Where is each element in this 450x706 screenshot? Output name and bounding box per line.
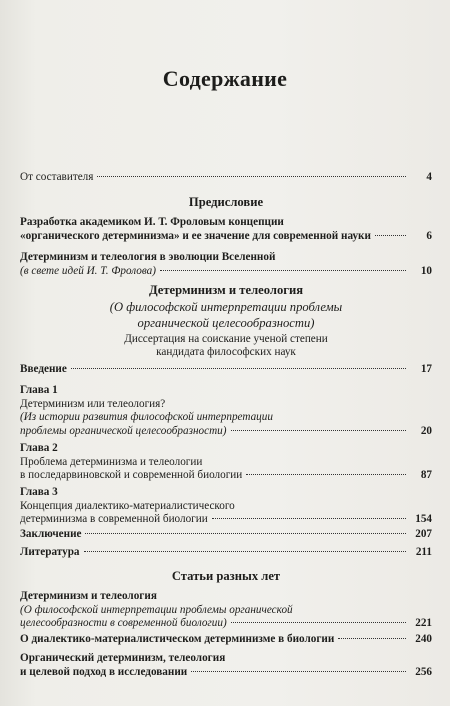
page-number: 211 (415, 546, 432, 558)
toc-entry-chapter-2: Глава 2 Проблема детерминизма и телеологии в последарвиновской и современной биологии 87 (20, 442, 432, 482)
leader-dots (212, 518, 406, 519)
page-number: 256 (415, 665, 432, 678)
leader-dots (71, 368, 406, 369)
page-number: 154 (415, 513, 432, 526)
page-number: 17 (420, 363, 432, 375)
dissertation-note-1: Диссертация на соискание ученой степени (124, 333, 328, 345)
page-number: 221 (415, 617, 432, 630)
toc-entry-literature: Литература 211 (20, 546, 432, 558)
leader-dots (231, 622, 406, 623)
toc-entry-preface-1: Разработка академиком И. Т. Фроловым концепции «органического детерминизма» и ее значение для современной науки 6 (20, 216, 432, 242)
leader-dots (231, 430, 407, 431)
toc-entry-article-2: О диалектико-материалистическом детерминизме в биологии 240 (20, 633, 432, 645)
toc-entry-chapter-1: Глава 1 Детерминизм или телеология? (Из истории развития философской интерпретации проблемы органической целесообразности) 20 (20, 384, 432, 437)
section-header-preface: Предисловие (188, 195, 264, 209)
page-number: 207 (415, 528, 432, 540)
dissertation-subtitle-2: органической целесообразности) (137, 316, 315, 330)
leader-dots (375, 235, 406, 236)
leader-dots (338, 638, 406, 639)
toc-entry-preface-2: Детерминизм и телеология в эволюции Вселенной (в свете идей И. Т. Фролова) 10 (20, 251, 432, 277)
dissertation-subtitle-1: (О философской интерпретации проблемы (109, 300, 343, 314)
page-number: 240 (415, 633, 432, 645)
section-header-articles: Статьи разных лет (171, 569, 281, 583)
leader-dots (97, 176, 406, 177)
leader-dots (246, 474, 406, 475)
leader-dots (191, 671, 406, 672)
page-number: 20 (420, 424, 432, 437)
toc-entry-article-3: Органический детерминизм, телеология и целевой подход в исследовании 256 (20, 652, 432, 678)
page-number: 4 (426, 171, 432, 183)
page-number: 6 (426, 229, 432, 242)
toc-entry-introduction: Введение 17 (20, 363, 432, 375)
toc-entry-chapter-3: Глава 3 Концепция диалектико-материалистического детерминизма в современной биологии 154 (20, 486, 432, 526)
toc-entry-article-1: Детерминизм и телеология (О философской интерпретации проблемы органической целесообразности в современной биологии) 221 (20, 590, 432, 630)
page-number: 10 (420, 264, 432, 277)
leader-dots (160, 270, 406, 271)
page-title: Содержание (162, 66, 288, 91)
leader-dots (85, 533, 406, 534)
leader-dots (84, 551, 406, 552)
section-header-dissertation: Детерминизм и телеология (148, 283, 304, 297)
toc-entry-composer: От составителя 4 (20, 171, 432, 183)
dissertation-note-2: кандидата философских наук (156, 346, 296, 358)
toc-entry-conclusion: Заключение 207 (20, 528, 432, 540)
page-number: 87 (420, 469, 432, 482)
